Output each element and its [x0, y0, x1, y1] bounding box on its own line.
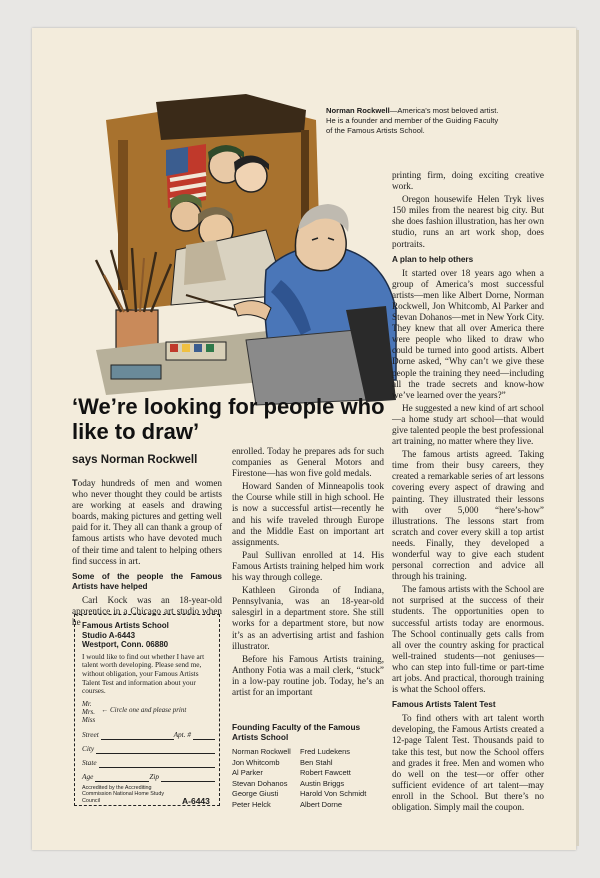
title-mrs[interactable]: Mrs.: [82, 707, 96, 716]
col3-p2: It started over 18 years ago when a group of America’s most successful artists—men like Albert Dorne, Norman Rockwell, Jon Whitcomb, Al Parker and Stevan Dohanos—met in New York City. They knew that all over America there were people who liked to draw who could be turned into good artists. Albert Dorne asked, “Why can’t we give these people the training they need—including all the trade secrets and know-how we’ve learned over the years?”: [392, 267, 544, 400]
subhead: says Norman Rockwell: [72, 454, 198, 466]
coupon-city: Westport, Conn. 06880: [82, 640, 169, 650]
intro-text: oday hundreds of men and women who never thought they could be artists are working at easels and drawing boards, making pictures and getting well paid for it. They all can thank a group of famous artists who have devoted much of their time and talent to helping others find success in art.: [72, 478, 222, 566]
column-2: [232, 446, 384, 700]
accreditation: [82, 785, 215, 804]
coupon-code: A-6443: [182, 795, 210, 806]
intro-paragraph: [72, 478, 222, 567]
founding-faculty: [232, 722, 386, 810]
col3-p0: printing firm, doing exciting creative work.: [392, 170, 544, 192]
col2-p3: Paul Sullivan enrolled at 14. His Famous Artists training helped him work his way through college.: [232, 549, 384, 583]
faculty-name: George Giusti: [232, 789, 279, 798]
people-helped-heading: Some of the people the Famous Artists have helped: [72, 571, 222, 591]
faculty-left: [232, 747, 300, 810]
coupon-studio: Studio A-6443: [82, 630, 136, 640]
city-field[interactable]: [82, 740, 215, 754]
title-selector[interactable]: [82, 700, 215, 724]
lead-cap: T: [72, 478, 78, 488]
apt-label: Apt. #: [173, 730, 191, 740]
street-label: Street: [82, 730, 99, 740]
coupon-body: I would like to find out whether I have art talent worth developing. Please send me, without obligation, your Famous Artists Talent Test and information about your courses.: [82, 651, 205, 696]
faculty-name: Stevan Dohanos: [232, 778, 288, 788]
col3-p5: The famous artists with the School are not surprised at the success of their students. The opportunities open to successful artists today are enormous. The School continually gets calls from all over the country asking for practical well-trained students—not geniuses—who can step into full-time or part-time art jobs. And practical, thorough training is what the School offers.: [392, 584, 544, 695]
state-label: State: [82, 758, 97, 768]
col2-p1: enrolled. Today he prepares ads for such companies as General Motors and Firestone—has won five gold medals.: [232, 446, 384, 479]
circle-instruction: ← Circle one and please print: [101, 705, 187, 714]
headline: ‘We’re looking for people who like to draw’: [72, 394, 385, 444]
talent-test-heading: Famous Artists Talent Test: [392, 700, 496, 710]
caption-text: —America’s most beloved artist. He is a founder and member of the Guiding Faculty of the Famous Artists School.: [326, 106, 499, 135]
faculty-list: [232, 747, 386, 810]
caption: [326, 106, 500, 136]
faculty-title: Founding Faculty of the Famous Artists School: [232, 722, 361, 742]
age-zip-field[interactable]: [82, 768, 215, 782]
col3-p6: To find others with art talent worth developing, the Famous Artists created a 12-page Talent Test. Thousands paid to take this test, but now the School offers and grades it free. Men and women who do well on the test—or offer other sufficient evidence of art talent—may enroll in the School. But there’s no obligation. Simply mail the coupon.: [392, 713, 544, 812]
mail-coupon[interactable]: [74, 614, 220, 806]
title-mr[interactable]: Mr.: [82, 699, 92, 708]
faculty-name: Harold Von Schmidt: [300, 789, 367, 798]
faculty-name: Austin Briggs: [300, 778, 345, 788]
faculty-name: Robert Fawcett: [300, 768, 351, 777]
zip-label: Zip: [149, 772, 160, 782]
coupon-school: Famous Artists School: [82, 621, 169, 630]
col3-p1: Oregon housewife Helen Tryk lives 150 miles from the nearest big city. But she does fashion illustration, has her own studio, runs an art work shop, does portraits.: [392, 194, 544, 249]
carl-kock-paragraph: Carl Kock was an 18-year-old apprentice in a Chicago art studio when he: [72, 594, 222, 627]
faculty-name: Norman Rockwell: [232, 747, 291, 756]
street-field[interactable]: [82, 726, 215, 740]
plan-heading: A plan to help others: [392, 254, 474, 264]
city-label: City: [82, 744, 95, 754]
col2-p2: Howard Sanden of Minneapolis took the Course while still in high school. He is now a successful artist—recently he and his wife traveled through Europe and the Middle East on important art assignments.: [232, 481, 384, 547]
col3-p3: He suggested a new kind of art school—a home study art school—that would give talented people the best professional art training, no matter where they live.: [392, 402, 544, 447]
coupon-address: [82, 621, 215, 650]
age-label: Age: [82, 772, 94, 782]
caption-name: Norman Rockwell: [326, 106, 390, 115]
faculty-right: [300, 747, 386, 810]
col3-p4: The famous artists agreed. Taking time from their busy careers, they created a remarkable series of art lessons covering every aspect of drawing and painting. They illustrated their lessons with over 5,000 “here’s-how” illustrations. The lessons start from scratch and cover every skill a top artist needs. Finally, they developed a wonderful way to give each student personal correction and advice all through his training.: [392, 449, 544, 582]
faculty-name: Albert Dorne: [300, 799, 343, 809]
faculty-name: Jon Whitcomb: [232, 757, 280, 767]
title-miss[interactable]: Miss: [82, 715, 96, 724]
column-1: [72, 478, 222, 630]
faculty-name: Ben Stahl: [300, 757, 333, 767]
col2-p4: Kathleen Gironda of Indiana, Pennsylvania, was an 18-year-old salesgirl in a department store. She still works for a department store, but now it’s as an advertising artist and fashion illustrator.: [232, 585, 384, 651]
column-3: [392, 170, 544, 815]
faculty-name: Fred Ludekens: [300, 747, 351, 756]
faculty-name: Peter Helck: [232, 799, 271, 809]
col2-p5: Before his Famous Artists training, Anthony Fotia was a mail clerk, “stuck” in a low-pay routine job. Today, he’s an artist for an important: [232, 653, 384, 697]
accred-text: Accredited by the Accrediting Commission National Home Study Council: [82, 784, 165, 804]
faculty-name: Al Parker: [232, 768, 263, 777]
state-field[interactable]: [82, 754, 215, 768]
